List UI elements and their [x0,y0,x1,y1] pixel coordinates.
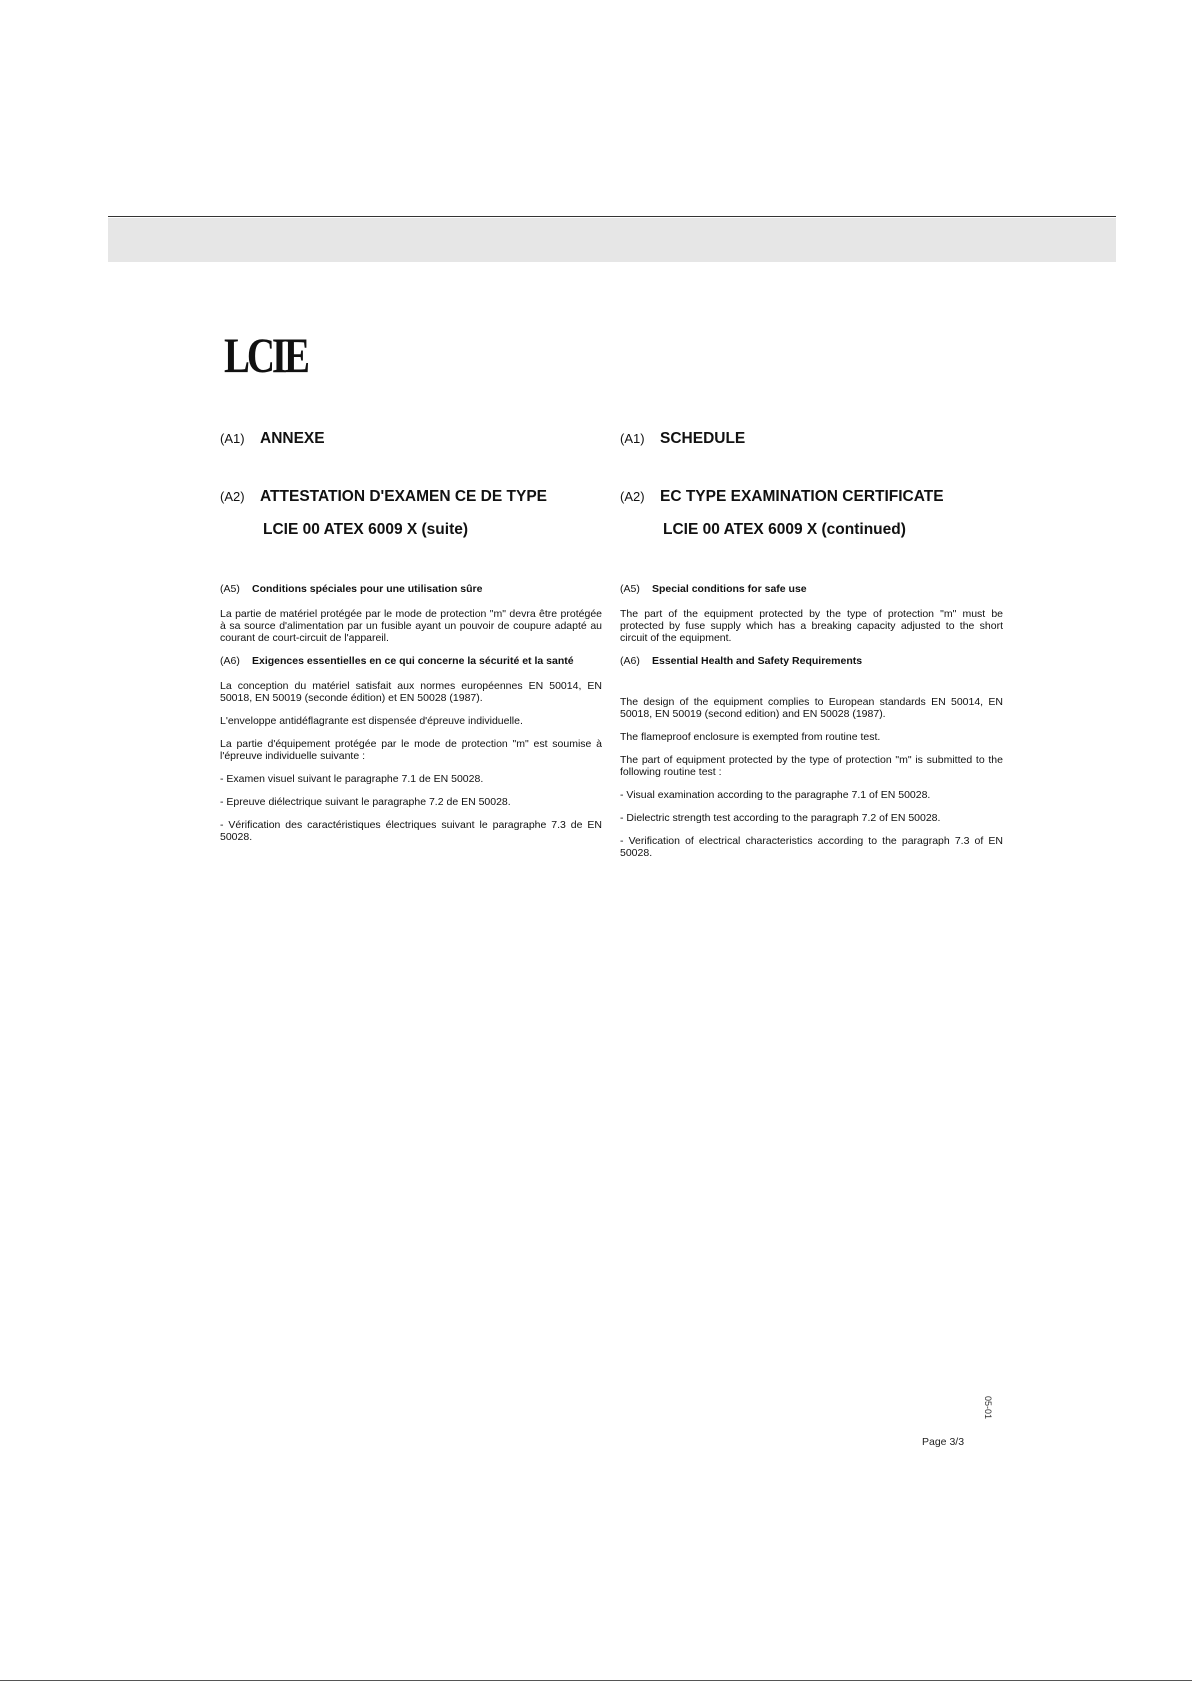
section-a5-number: (A5) [620,583,640,595]
paragraph: The part of equipment protected by the type of protection "m" is submitted to the following routine test : [620,754,1003,778]
footer-rule [0,1680,1192,1681]
paragraph: - Dielectric strength test according to the paragraph 7.2 of EN 50028. [620,812,941,824]
section-a5-title: Special conditions for safe use [652,583,807,595]
certificate-heading [620,488,1003,521]
french-column [220,430,602,854]
paragraph: - Verification of electrical characteristics according to the paragraph 7.3 of EN 50028. [620,835,1003,859]
attestation-heading [220,488,602,521]
section-a6-heading [620,655,1003,668]
paragraph: - Vérification des caractéristiques électriques suivant le paragraphe 7.3 de EN 50028. [220,819,602,843]
paragraph: La conception du matériel satisfait aux normes européennes EN 50014, EN 50018, EN 50019 (seconde édition) et EN 50028 (1987). [220,680,602,704]
attestation-number: (A2) [220,489,245,504]
annex-title: ANNEXE [260,430,325,447]
paragraph: - Examen visuel suivant le paragraphe 7.1 de EN 50028. [220,773,484,785]
section-a6-title: Essential Health and Safety Requirements [652,655,863,667]
paragraph: - Epreuve diélectrique suivant le paragraphe 7.2 de EN 50028. [220,796,511,808]
header-rule [108,216,1116,217]
schedule-number: (A1) [620,431,645,446]
section-a5-heading [220,583,602,596]
paragraph: The design of the equipment complies to European standards EN 50014, EN 50018, EN 50019 (second edition) and EN 50028 (1987). [620,696,1003,720]
certificate-heading-number: (A2) [620,489,645,504]
paragraph: The flameproof enclosure is exempted from routine test. [620,731,881,743]
paragraph: - Visual examination according to the paragraphe 7.1 of EN 50028. [620,789,931,801]
lcie-logo: LCIE [224,327,307,383]
certificate-number: LCIE 00 ATEX 6009 X (suite) [263,521,469,538]
page-number: Page 3/3 [922,1436,965,1448]
header-band [108,218,1116,262]
english-column [620,430,1003,870]
section-a5-number: (A5) [220,583,240,595]
schedule-heading [620,430,1003,488]
section-a5-text: The part of the equipment protected by the type of protection "m" must be protected by fuse supply which has a breaking capacity adjusted to the short circuit of the equipment. [620,608,1003,644]
attestation-title: ATTESTATION D'EXAMEN CE DE TYPE [260,488,548,505]
section-a5-heading [620,583,1003,596]
certificate-heading-title: EC TYPE EXAMINATION CERTIFICATE [660,488,944,505]
section-a6-number: (A6) [620,655,640,667]
schedule-title: SCHEDULE [660,430,746,447]
paragraph: La partie d'équipement protégée par le mode de protection "m" est soumise à l'épreuve individuelle suivante : [220,738,602,762]
section-a5-text: La partie de matériel protégée par le mode de protection "m" devra être protégée à sa source d'alimentation par un fusible ayant un pouvoir de coupure adapté au courant de court-circuit de l'appareil. [220,608,602,644]
annex-number: (A1) [220,431,245,446]
section-a5-title: Conditions spéciales pour une utilisation sûre [252,583,483,595]
side-code: 05-01 [983,1396,993,1420]
paragraph: L'enveloppe antidéflagrante est dispensée d'épreuve individuelle. [220,715,523,727]
annex-heading [220,430,602,488]
section-a6-heading [220,655,602,668]
certificate-number: LCIE 00 ATEX 6009 X (continued) [663,521,906,538]
section-a6-number: (A6) [220,655,240,667]
section-a6-title: Exigences essentielles en ce qui concerne la sécurité et la santé [252,655,574,667]
